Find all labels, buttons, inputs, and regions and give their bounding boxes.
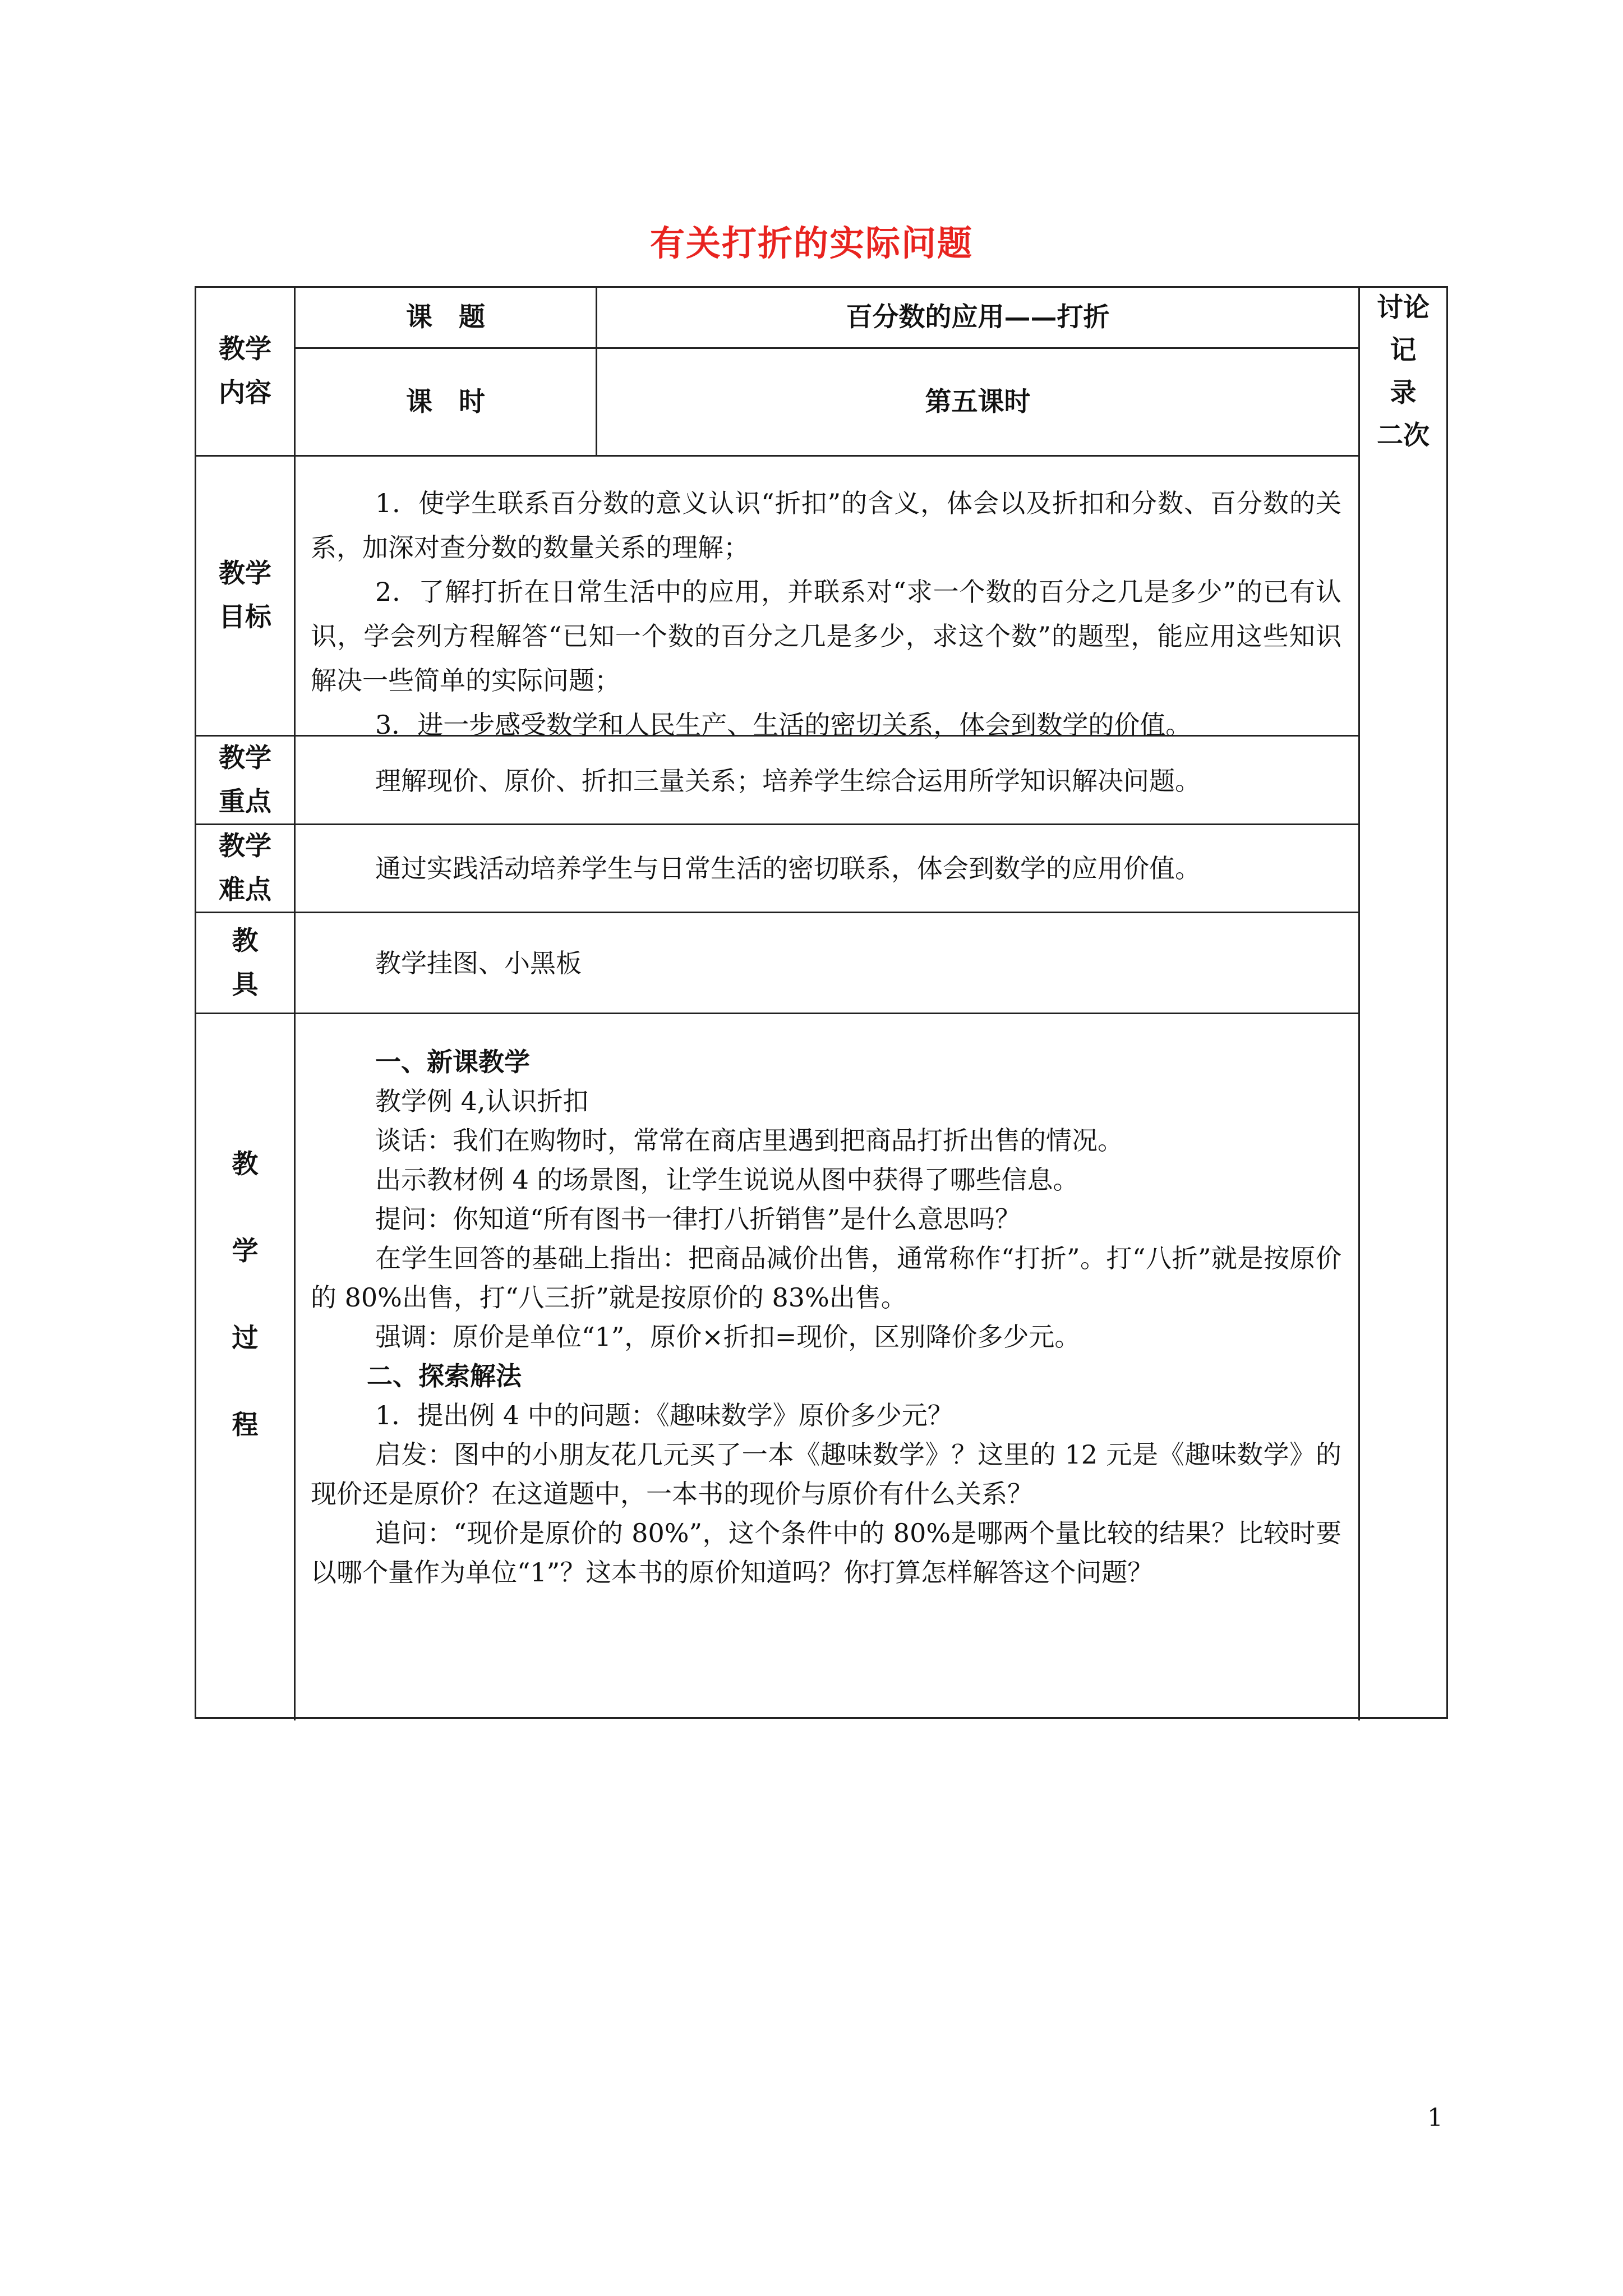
process-label-char: 教: [232, 1149, 259, 1180]
goals-label-line-1: 教学: [219, 558, 271, 589]
course-label: 课 题: [406, 302, 485, 333]
goals-content: [311, 481, 1341, 747]
process-label-char: 程: [232, 1410, 259, 1441]
process-paragraph: 提问：你知道“所有图书一律打八折销售”是什么意思吗？: [375, 1204, 1021, 1234]
process-heading-2: 二、探索解法: [367, 1361, 522, 1391]
discussion-record-label: [1360, 288, 1446, 456]
tools-label-line-1: 教: [232, 925, 259, 956]
discussion-label-line-4: 二次: [1377, 420, 1430, 451]
process-paragraph: 追问：“现价是原价的 80%”，这个条件中的 80%是哪两个量比较的结果？比较时要以哪个量作为单位“1”？这本书的原价知道吗？你打算怎样解答这个问题？: [311, 1518, 1341, 1588]
key-points-text: 理解现价、原价、折扣三量关系；培养学生综合运用所学知识解决问题。: [375, 766, 1201, 796]
difficulties-text: 通过实践活动培养学生与日常生活的密切联系，体会到数学的应用价值。: [375, 853, 1201, 884]
key-points-label: [196, 737, 294, 823]
discussion-label-line-1: 讨论: [1377, 292, 1430, 323]
process-content: [311, 1042, 1341, 1592]
tools-label: [196, 913, 294, 1013]
key-points-label-line-2: 重点: [219, 786, 271, 817]
process-label-char: 过: [232, 1323, 259, 1354]
process-paragraph: 谈话：我们在购物时，常常在商店里遇到把商品打折出售的情况。: [375, 1125, 1123, 1156]
process-heading-1: 一、新课教学: [375, 1047, 530, 1077]
key-points-label-line-1: 教学: [219, 742, 271, 774]
process-paragraph: 启发：图中的小朋友花几元买了一本《趣味数学》？这里的 12 元是《趣味数学》的现价还是原价？在这道题中，一本书的现价与原价有什么关系？: [311, 1439, 1341, 1509]
period-value: 第五课时: [925, 386, 1031, 417]
teaching-content-label: [196, 288, 294, 455]
difficulties-label-line-1: 教学: [219, 831, 271, 862]
document-title: 有关打折的实际问题: [649, 223, 973, 264]
process-paragraph: 教学例 4,认识折扣: [375, 1086, 589, 1116]
goal-item: 3．进一步感受数学和人民生产、生活的密切关系，体会到数学的价值。: [375, 710, 1192, 740]
row-divider-3: [196, 823, 1358, 825]
goal-item: 1．使学生联系百分数的意义认识“折扣”的含义，体会以及折扣和分数、百分数的关系，加深对查分数的数量关系的理解；: [311, 488, 1341, 563]
column-divider-1: [294, 288, 296, 1720]
teaching-content-label-line-1: 教学: [219, 334, 271, 365]
row-divider-1: [196, 455, 1358, 457]
page-number: 1: [1427, 2104, 1443, 2132]
tools-label-line-2: 具: [232, 969, 259, 1000]
process-label: [196, 1014, 294, 1575]
goals-label: [196, 457, 294, 735]
column-divider-3: [1358, 288, 1360, 1720]
process-paragraph: 在学生回答的基础上指出：把商品减价出售，通常称作“打折”。打“八折”就是按原价的 80%出售，打“八三折”就是按原价的 83%出售。: [311, 1243, 1341, 1313]
tools-content: [311, 941, 1341, 986]
row-divider-5: [196, 1013, 1358, 1014]
period-label: 课 时: [406, 386, 485, 417]
discussion-label-line-3: 录: [1390, 378, 1417, 408]
row-divider-4: [196, 912, 1358, 913]
discussion-label-line-2: 记: [1390, 335, 1417, 366]
goal-item: 2．了解打折在日常生活中的应用，并联系对“求一个数的百分之几是多少”的已有认识，学会列方程解答“已知一个数的百分之几是多少，求这个数”的题型，能应用这些知识解决一些简单的实际问题；: [311, 577, 1341, 696]
course-value: 百分数的应用——打折: [846, 302, 1110, 333]
process-paragraph: 出示教材例 4 的场景图，让学生说说从图中获得了哪些信息。: [375, 1165, 1079, 1195]
teaching-content-label-line-2: 内容: [219, 378, 271, 408]
process-label-char: 学: [232, 1236, 259, 1267]
lesson-plan-table: [195, 286, 1448, 1719]
difficulties-label-line-2: 难点: [219, 875, 271, 905]
difficulties-content: [311, 846, 1341, 891]
tools-text: 教学挂图、小黑板: [375, 948, 582, 978]
goals-label-line-2: 目标: [219, 602, 271, 633]
process-paragraph: 强调：原价是单位“1”，原价×折扣=现价，区别降价多少元。: [375, 1322, 1081, 1352]
difficulties-label: [196, 825, 294, 912]
process-paragraph: 1．提出例 4 中的问题：《趣味数学》原价多少元？: [375, 1400, 953, 1430]
key-points-content: [311, 759, 1341, 803]
